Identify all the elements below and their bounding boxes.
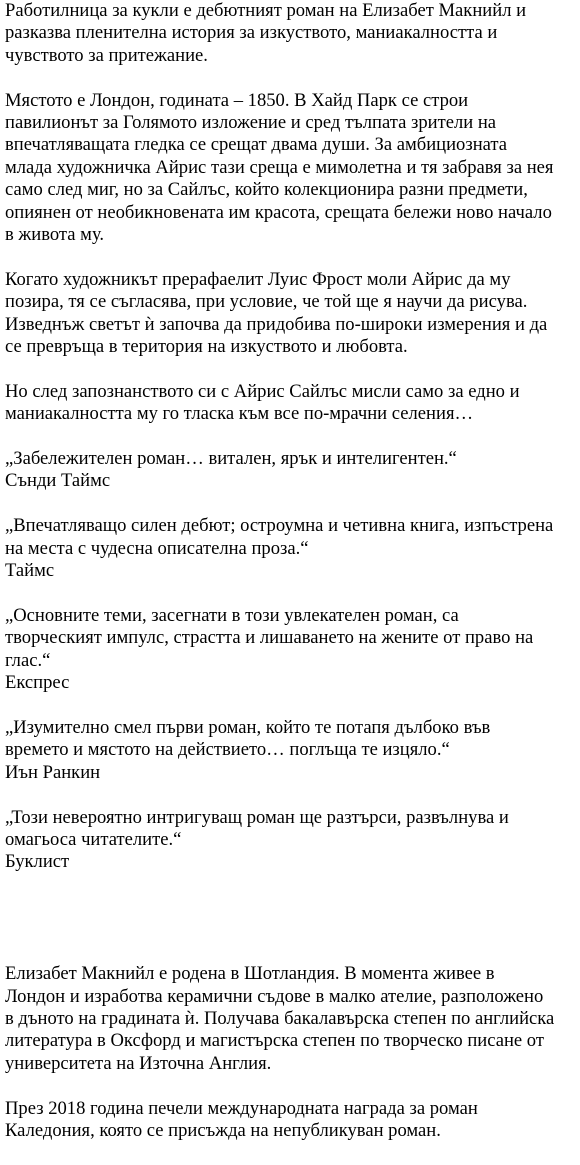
synopsis-paragraph-4: Но след запознанството си с Айрис Сайлъс мисли само за едно и маниакалността му го тласка към все по-мрачни селения… [5, 380, 520, 425]
author-bio-paragraph-1: Елизабет Макнийл е родена в Шотландия. В момента живее в Лондон и изработва керамични съдове в малко ателие, разположено в дъното на градината ѝ. Получава бакалавърска степен по английска литература в Оксфорд и магистърска степен по творческо писане от университета на Източна Англия. [5, 963, 555, 1074]
document-page [5, 0, 577, 1165]
review-source-1: Сънди Таймс [5, 470, 111, 492]
review-quote-4: „Изумително смел първи роман, който те потапя дълбоко във времето и мястото на действието… поглъща те изцяло.“ [5, 716, 491, 761]
review-quote-1: „Забележителен роман… витален, ярък и интелигентен.“ [5, 448, 457, 470]
author-bio-paragraph-2: През 2018 година печели международната награда за роман Каледония, която се присъжда на непубликуван роман. [5, 1097, 478, 1141]
synopsis-paragraph-3: Когато художникът прерафаелит Луис Фрост моли Айрис да му позира, тя се съгласява, при условие, че той ще я научи да рисува. Изведнъж светът ѝ започва да придобива по-широки измерения и да се превръща в територия на изкуството и любовта. [5, 268, 548, 358]
review-source-3: Експрес [5, 672, 70, 694]
review-source-5: Буклист [5, 851, 70, 873]
section-spacer [5, 896, 577, 963]
review-source-4: Иън Ранкин [5, 761, 101, 783]
review-quote-3: „Основните теми, засегнати в този увлекателен роман, са творческият импулс, страстта и лишаването на жените от право на глас.“ [5, 604, 534, 671]
synopsis-paragraph-2: Мястото е Лондон, годината – 1850. В Хайд Парк се строи павилионът за Голямото изложение и сред тълпата зрители на впечатляващата гледка се срещат двама души. За амбициозната млада художничка Айрис тази среща е мимолетна и тя забравя за нея само след миг, но за Сайлъс, който колекционира разни предмети, опиянен от необикновената им красота, срещата бележи ново начало в живота му. [5, 89, 554, 246]
review-quote-2: „Впечатляващо силен дебют; остроумна и четивна книга, изпъстрена на места с чудесна описателна проза.“ [5, 515, 554, 559]
review-quote-5: „Този невероятно интригуващ роман ще разтърси, развълнува и омагьоса читателите.“ [5, 806, 509, 850]
synopsis-paragraph-1: Работилница за кукли е дебютният роман на Елизабет Макнийл и разказва пленителна история за изкуството, маниакалността и чувството за притежание. [5, 0, 527, 66]
review-source-2: Таймс [5, 560, 55, 582]
